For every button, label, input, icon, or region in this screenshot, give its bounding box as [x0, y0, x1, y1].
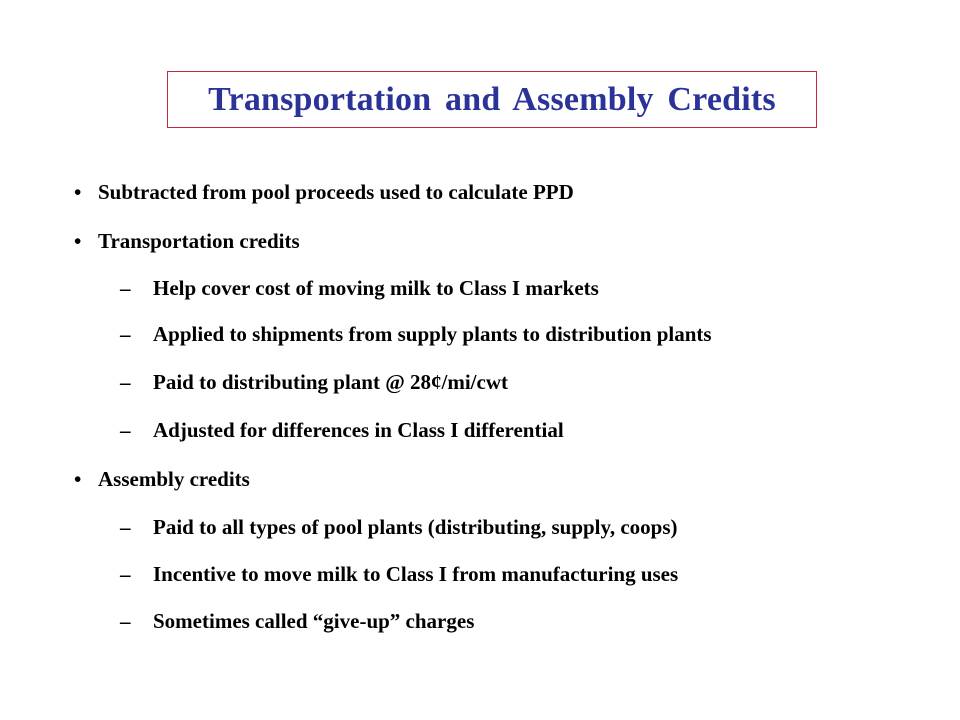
- dash-marker: –: [120, 609, 131, 633]
- dash-marker: –: [120, 322, 131, 346]
- dash-marker: –: [120, 515, 131, 539]
- bullet-text: Subtracted from pool proceeds used to calculate PPD: [98, 180, 574, 204]
- dash-marker: –: [120, 276, 131, 300]
- slide-title: Transportation and Assembly Credits: [208, 80, 776, 118]
- bullet-marker: •: [74, 180, 82, 204]
- bullet-text: Transportation credits: [98, 229, 300, 253]
- sub-bullet-text: Help cover cost of moving milk to Class I markets: [153, 276, 599, 300]
- sub-bullet-text: Paid to all types of pool plants (distributing, supply, coops): [153, 515, 678, 539]
- dash-marker: –: [120, 370, 131, 394]
- dash-marker: –: [120, 562, 131, 586]
- sub-bullet-text: Applied to shipments from supply plants to distribution plants: [153, 322, 712, 346]
- sub-bullet-text: Adjusted for differences in Class I differential: [153, 418, 564, 442]
- bullet-text: Assembly credits: [98, 467, 250, 491]
- sub-bullet-text: Sometimes called “give-up” charges: [153, 609, 475, 633]
- bullet-marker: •: [74, 467, 82, 491]
- dash-marker: –: [120, 418, 131, 442]
- sub-bullet-text: Incentive to move milk to Class I from manufacturing uses: [153, 562, 679, 586]
- title-box: [167, 71, 817, 128]
- bullet-marker: •: [74, 229, 82, 253]
- sub-bullet-text: Paid to distributing plant @ 28¢/mi/cwt: [153, 370, 508, 394]
